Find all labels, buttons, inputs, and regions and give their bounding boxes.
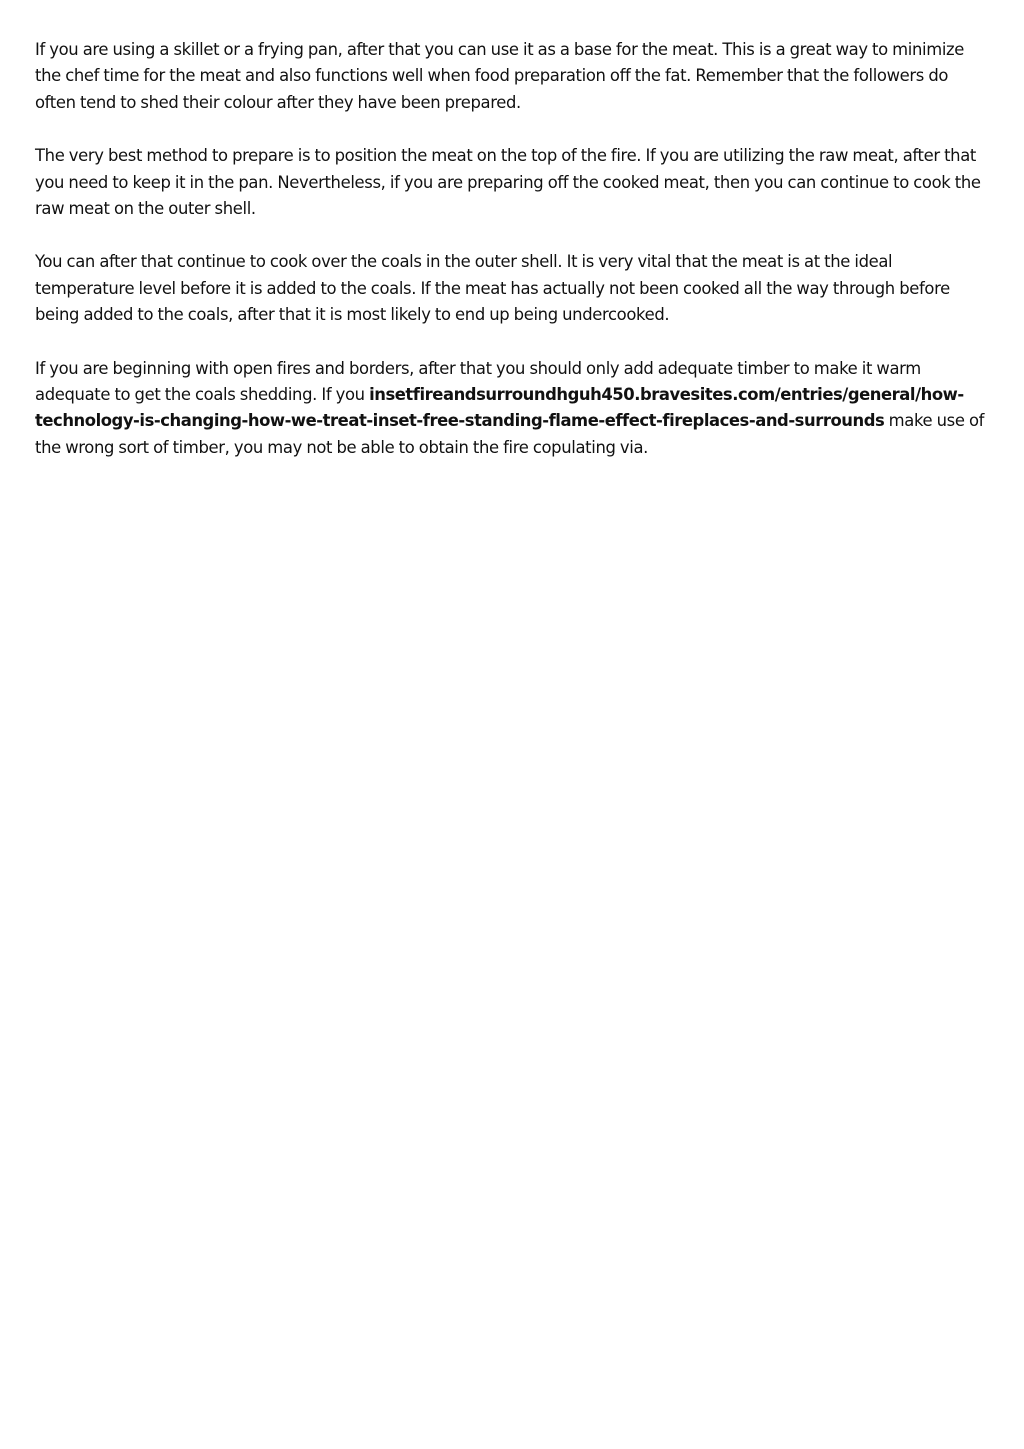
paragraph-open-fires-text-before: If you are beginning with open fires and borders, after that you should only add adequate timber to make it warm adequate to get the coals shedding. If you: [35, 358, 921, 405]
paragraph-best-method: The very best method to prepare is to position the meat on the top of the fire. If you are utilizing the raw meat, after that you need to keep it in the pan. Nevertheless, if you are preparing off the cooked meat, then you can continue to cook the raw meat on the outer shell.: [35, 146, 981, 219]
paragraph-skillet: If you are using a skillet or a frying pan, after that you can use it as a base for the meat. This is a great way to minimize the chef time for the meat and also functions well when food preparation off the fat. Remember that the followers do often tend to shed their colour after they have been prepared.: [35, 40, 965, 112]
article-link[interactable]: insetfireandsurroundhguh450.bravesites.com/entries/general/how-technology-is-changing-how-we-treat-inset-free-standing-flame-effect-fireplaces-and-surrounds: [35, 385, 964, 431]
paragraph-open-fires-text-after: make use of the wrong sort of timber, you may not be able to obtain the fire copulating via.: [35, 411, 985, 457]
paragraph-coals: You can after that continue to cook over the coals in the outer shell. It is very vital that the meat is at the ideal temperature level before it is added to the coals. If the meat has actually not been cooked all the way through before being added to the coals, after that it is most likely to end up being undercooked.: [35, 252, 950, 325]
paragraph-open-fires: [35, 356, 989, 462]
document-body: [35, 37, 989, 488]
